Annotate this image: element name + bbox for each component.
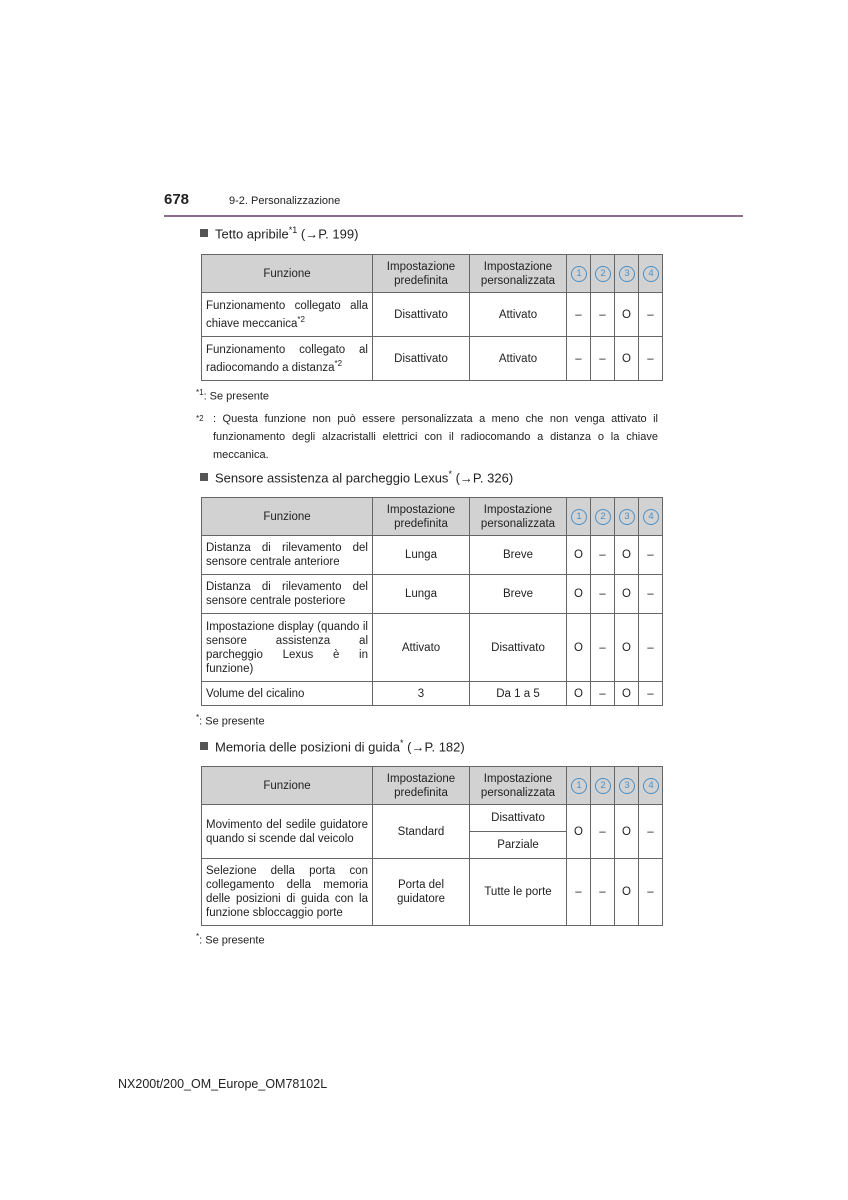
settings-table-sensore — [201, 497, 663, 706]
cell-c4: – — [639, 536, 663, 575]
table-header-row — [202, 255, 663, 293]
header-funzione: Funzione — [202, 498, 373, 536]
settings-table-tetto — [201, 254, 663, 381]
table-row — [202, 614, 663, 682]
page-number: 678 — [164, 191, 190, 208]
cell-c4: – — [639, 682, 663, 706]
cell-c2: – — [591, 614, 615, 682]
table-row — [202, 293, 663, 337]
cell-c4: – — [639, 337, 663, 381]
header-default: Impostazione predefinita — [373, 767, 470, 805]
cell-c3: O — [615, 682, 639, 706]
cell-personal: Breve — [470, 575, 567, 614]
cell-personal-a: Disattivato — [470, 805, 567, 832]
circled-number-4-icon: 4 — [643, 509, 659, 525]
cell-default: Lunga — [373, 536, 470, 575]
cell-c1: O — [567, 614, 591, 682]
footnote-memoria: *: Se presente — [196, 932, 265, 947]
bullet-square-icon — [200, 229, 208, 237]
cell-c3: O — [615, 859, 639, 926]
circled-number-2-icon: 2 — [595, 266, 611, 282]
section-heading-tetto — [200, 225, 358, 241]
section-title: 9-2. Personalizzazione — [229, 195, 341, 207]
cell-funzione: Movimento del sedile guidatore quando si scende dal veicolo — [202, 805, 373, 859]
cell-c1: – — [567, 337, 591, 381]
header-personal: Impostazione personalizzata — [470, 767, 567, 805]
cell-c4: – — [639, 575, 663, 614]
cell-default: Lunga — [373, 575, 470, 614]
cell-c2: – — [591, 805, 615, 859]
table-row — [202, 805, 663, 832]
header-c3 — [615, 498, 639, 536]
header-c2 — [591, 255, 615, 293]
cell-c4: – — [639, 859, 663, 926]
cell-default: Disattivato — [373, 293, 470, 337]
cell-personal-b: Parziale — [470, 832, 567, 859]
page-reference: (→P. 199) — [300, 226, 359, 242]
cell-default: Standard — [373, 805, 470, 859]
header-c4 — [639, 255, 663, 293]
cell-funzione: Selezione della porta con collegamento della memoria delle posizioni di guida con la funzione sbloccaggio porte — [202, 859, 373, 926]
cell-c3: O — [615, 805, 639, 859]
cell-c3: O — [615, 575, 639, 614]
cell-funzione: Funzionamento collegato alla chiave meccanica$^{*2}$ — [202, 293, 373, 337]
header-c1 — [567, 498, 591, 536]
header-divider — [164, 215, 743, 217]
cell-personal: Attivato — [470, 337, 567, 381]
header-c4 — [639, 498, 663, 536]
settings-table-memoria — [201, 766, 663, 926]
table-row — [202, 337, 663, 381]
header-c3 — [615, 767, 639, 805]
cell-funzione: Impostazione display (quando il sensore assistenza al parcheggio Lexus è in funzione) — [202, 614, 373, 682]
cell-c3: O — [615, 536, 639, 575]
page-reference: (→P. 326) — [455, 470, 514, 486]
cell-c1: O — [567, 805, 591, 859]
table-row — [202, 682, 663, 706]
bullet-square-icon — [200, 473, 208, 481]
cell-c4: – — [639, 293, 663, 337]
header-c1 — [567, 255, 591, 293]
cell-c1: – — [567, 859, 591, 926]
cell-personal: Tutte le porte — [470, 859, 567, 926]
header-default: Impostazione predefinita — [373, 498, 470, 536]
footnote-mark: * — [400, 738, 404, 748]
footnote-2: *2 : Questa funzione non può essere personalizzata a meno che non venga attivato il funzionamento degli alzacristalli elettrici con il radiocomando a distanza o la chiave meccanica. — [196, 413, 658, 461]
cell-c1: O — [567, 575, 591, 614]
heading-text: Sensore assistenza al parcheggio Lexus — [215, 470, 449, 486]
cell-c4: – — [639, 805, 663, 859]
cell-c3: O — [615, 293, 639, 337]
cell-personal: Da 1 a 5 — [470, 682, 567, 706]
footnote-mark: *1 — [288, 225, 298, 235]
cell-c2: – — [591, 682, 615, 706]
section-heading-memoria — [200, 738, 465, 754]
cell-c3: O — [615, 614, 639, 682]
cell-default: Disattivato — [373, 337, 470, 381]
cell-personal: Attivato — [470, 293, 567, 337]
cell-c1: O — [567, 682, 591, 706]
cell-c1: O — [567, 536, 591, 575]
cell-funzione: Distanza di rilevamento del sensore centrale anteriore — [202, 536, 373, 575]
circled-number-4-icon: 4 — [643, 778, 659, 794]
cell-default: Porta del guidatore — [373, 859, 470, 926]
header-personal: Impostazione personalizzata — [470, 255, 567, 293]
cell-funzione: Distanza di rilevamento del sensore centrale posteriore — [202, 575, 373, 614]
circled-number-4-icon: 4 — [643, 266, 659, 282]
cell-c4: – — [639, 614, 663, 682]
footnote-1: $^{*1}$: Se presente — [196, 388, 269, 403]
cell-c2: – — [591, 293, 615, 337]
header-c2 — [591, 498, 615, 536]
header-funzione: Funzione — [202, 767, 373, 805]
circled-number-2-icon: 2 — [595, 778, 611, 794]
header-c3 — [615, 255, 639, 293]
document-code: NX200t/200_OM_Europe_OM78102L — [118, 1077, 328, 1091]
circled-number-3-icon: 3 — [619, 266, 635, 282]
circled-number-3-icon: 3 — [619, 509, 635, 525]
cell-personal: Disattivato — [470, 614, 567, 682]
bullet-square-icon — [200, 742, 208, 750]
cell-default: 3 — [373, 682, 470, 706]
table-header-row — [202, 767, 663, 805]
cell-c2: – — [591, 575, 615, 614]
footnote-mark: * — [448, 469, 452, 479]
table-header-row — [202, 498, 663, 536]
table-row — [202, 859, 663, 926]
circled-number-3-icon: 3 — [619, 778, 635, 794]
circled-number-1-icon: 1 — [571, 509, 587, 525]
footnote-sensore: *: Se presente — [196, 713, 265, 728]
cell-c1: – — [567, 293, 591, 337]
header-c4 — [639, 767, 663, 805]
cell-funzione: Funzionamento collegato al radiocomando a distanza$^{*2}$ — [202, 337, 373, 381]
cell-default: Attivato — [373, 614, 470, 682]
heading-text: Memoria delle posizioni di guida — [215, 739, 400, 755]
cell-c2: – — [591, 337, 615, 381]
table-row — [202, 536, 663, 575]
circled-number-1-icon: 1 — [571, 266, 587, 282]
heading-text: Tetto apribile — [215, 226, 289, 242]
circled-number-1-icon: 1 — [571, 778, 587, 794]
circled-number-2-icon: 2 — [595, 509, 611, 525]
header-default: Impostazione predefinita — [373, 255, 470, 293]
header-personal: Impostazione personalizzata — [470, 498, 567, 536]
section-heading-sensore — [200, 469, 513, 485]
cell-personal: Breve — [470, 536, 567, 575]
header-c2 — [591, 767, 615, 805]
cell-c2: – — [591, 536, 615, 575]
table-row — [202, 575, 663, 614]
header-funzione: Funzione — [202, 255, 373, 293]
page-reference: (→P. 182) — [407, 739, 465, 755]
cell-c2: – — [591, 859, 615, 926]
cell-funzione: Volume del cicalino — [202, 682, 373, 706]
cell-c3: O — [615, 337, 639, 381]
header-c1 — [567, 767, 591, 805]
